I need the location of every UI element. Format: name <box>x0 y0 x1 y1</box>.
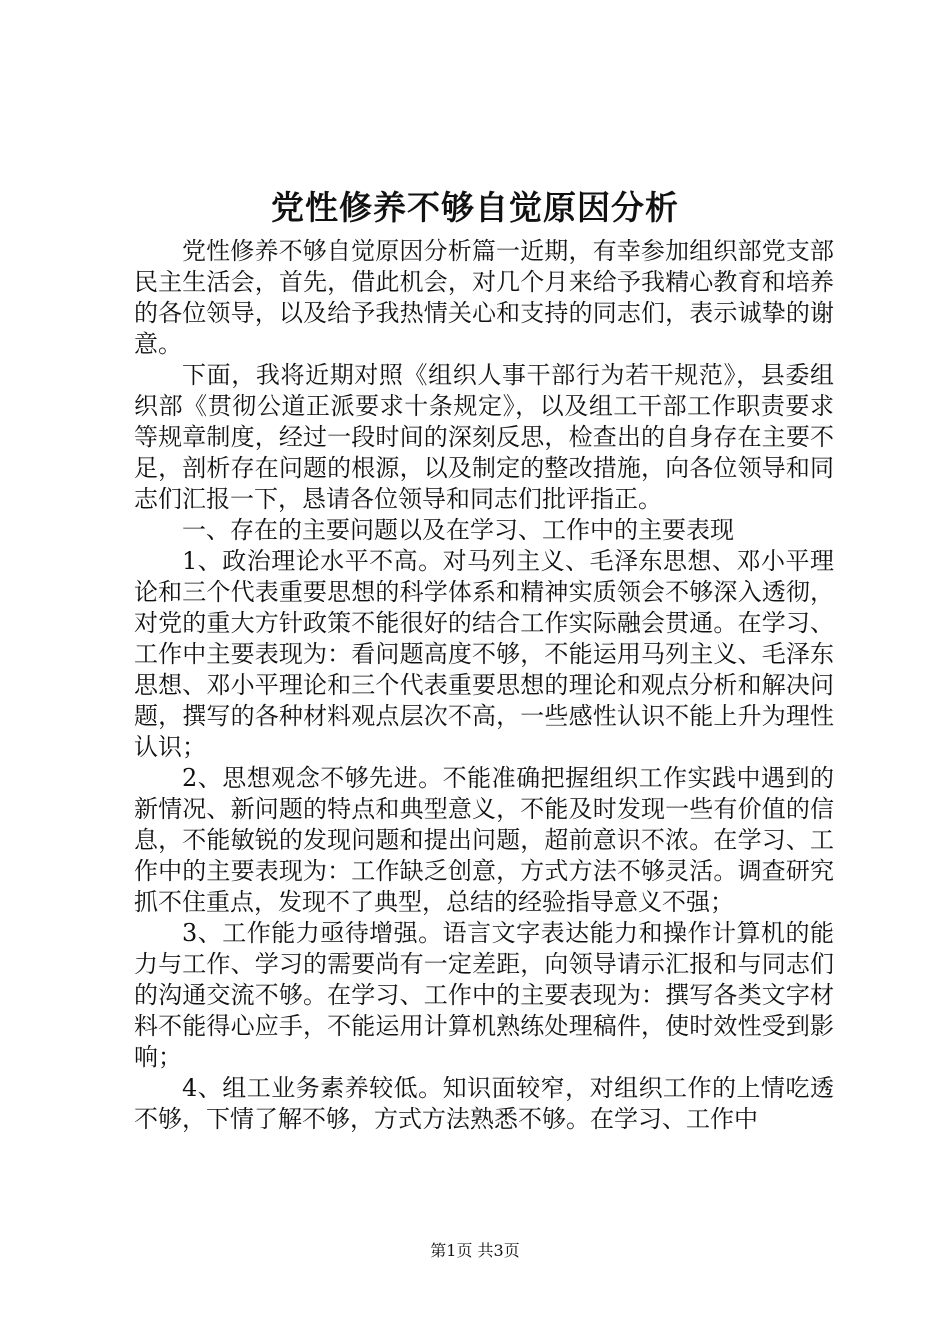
paragraph-item-4: 4、组工业务素养较低。知识面较窄，对组织工作的上情吃透不够，下情了解不够，方式方法熟悉不够。在学习、工作中 <box>134 1074 834 1133</box>
paragraph-item-1: 1、政治理论水平不高。对马列主义、毛泽东思想、邓小平理论和三个代表重要思想的科学体系和精神实质领会不够深入透彻，对党的重大方针政策不能很好的结合工作实际融会贯通。在学习、工作中主要表现为：看问题高度不够，不能运用马列主义、毛泽东思想、邓小平理论和三个代表重要思想的理论和观点分析和解决问题，撰写的各种材料观点层次不高，一些感性认识不能上升为理性认识； <box>134 547 834 761</box>
page-number-footer: 第1页 共3页 <box>430 1241 520 1260</box>
document-title: 党性修养不够自觉原因分析 <box>271 188 679 227</box>
paragraph-item-3: 3、工作能力亟待增强。语言文字表达能力和操作计算机的能力与工作、学习的需要尚有一定差距，向领导请示汇报和与同志们的沟通交流不够。在学习、工作中的主要表现为：撰写各类文字材料不能得心应手，不能运用计算机熟练处理稿件，使时效性受到影响； <box>134 919 834 1071</box>
section-heading-problems: 一、存在的主要问题以及在学习、工作中的主要表现 <box>182 516 734 544</box>
paragraph-report: 下面，我将近期对照《组织人事干部行为若干规范》，县委组织部《贯彻公道正派要求十条规定》，以及组工干部工作职责要求等规章制度，经过一段时间的深刻反思，检查出的自身存在主要不足，剖析存在问题的根源，以及制定的整改措施，向各位领导和同志们汇报一下，恳请各位领导和同志们批评指正。 <box>134 361 834 513</box>
document-body <box>134 236 834 1135</box>
paragraph-item-2: 2、思想观念不够先进。不能准确把握组织工作实践中遇到的新情况、新问题的特点和典型意义，不能及时发现一些有价值的信息，不能敏锐的发现问题和提出问题，超前意识不浓。在学习、工作中的主要表现为：工作缺乏创意，方式方法不够灵活。调查研究抓不住重点，发现不了典型，总结的经验指导意义不强； <box>134 764 834 916</box>
paragraph-intro: 党性修养不够自觉原因分析篇一近期，有幸参加组织部党支部民主生活会，首先，借此机会，对几个月来给予我精心教育和培养的各位领导，以及给予我热情关心和支持的同志们，表示诚挚的谢意。 <box>134 237 834 358</box>
